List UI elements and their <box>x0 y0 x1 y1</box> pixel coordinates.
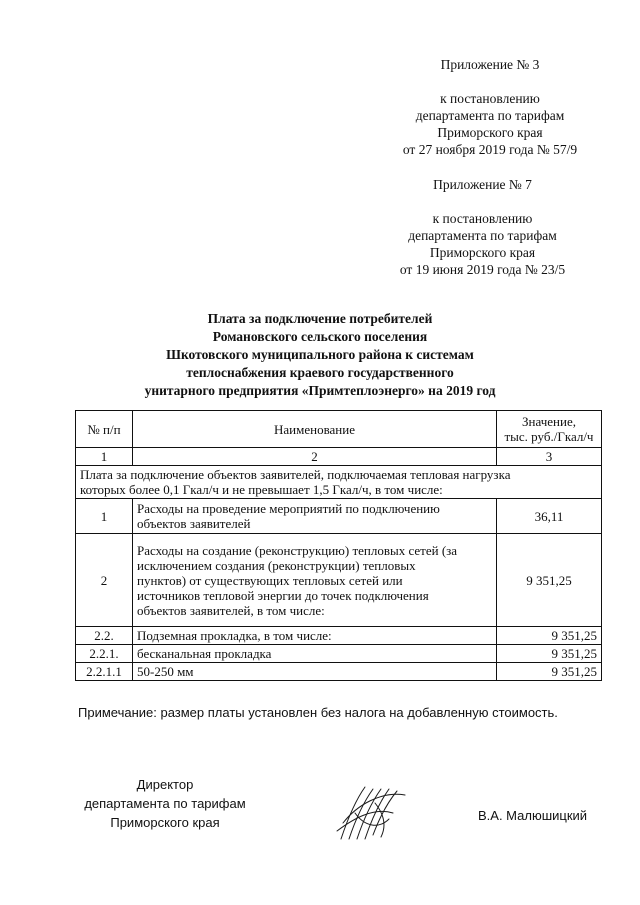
header-value-line: Значение, <box>522 414 576 429</box>
row-num: 2.2. <box>76 627 133 645</box>
row-name <box>133 534 497 627</box>
header-num: № п/п <box>76 411 133 448</box>
document-title <box>80 310 560 400</box>
handwritten-signature-icon <box>335 783 410 843</box>
table-row <box>76 627 602 645</box>
signatory-position <box>70 775 260 832</box>
appendix-line: от 19 июня 2019 года № 23/5 <box>399 262 566 277</box>
appendix-title: Приложение № 7 <box>433 177 532 192</box>
signatory-position-line: Директор <box>136 777 194 792</box>
appendix-line: к постановлению <box>440 91 540 106</box>
row-num: 1 <box>76 499 133 534</box>
table-row <box>76 534 602 627</box>
column-number: 3 <box>497 448 602 466</box>
row-value: 9 351,25 <box>497 534 602 627</box>
row-name-line: исключением создания (реконструкции) тепловых <box>137 557 416 573</box>
row-name-line: Расходы на проведение мероприятий по подключению <box>137 501 440 516</box>
row-name <box>133 499 497 534</box>
appendix-line: Приморского края <box>429 245 536 260</box>
row-num: 2.2.1.1 <box>76 663 133 681</box>
section-row <box>76 466 602 499</box>
row-value: 9 351,25 <box>497 663 602 681</box>
appendix-line: департамента по тарифам <box>415 108 565 123</box>
section-text <box>76 466 602 499</box>
row-name: 50-250 мм <box>133 663 497 681</box>
row-name-line: пунктов) от существующих тепловых сетей или <box>137 572 403 588</box>
row-num: 2 <box>76 534 133 627</box>
header-value-line: тыс. руб./Гкал/ч <box>504 429 594 444</box>
row-name-line: объектов заявителей <box>137 516 251 531</box>
header-name: Наименование <box>133 411 497 448</box>
footnote: Примечание: размер платы установлен без налога на добавленную стоимость. <box>78 705 558 720</box>
row-num: 2.2.1. <box>76 645 133 663</box>
title-line: теплоснабжения краевого государственного <box>186 365 454 380</box>
signatory-position-line: Приморского края <box>110 815 220 830</box>
title-line: унитарного предприятия «Примтеплоэнерго» на 2019 год <box>144 383 496 398</box>
title-line: Плата за подключение потребителей <box>207 311 433 326</box>
signatory-position-line: департамента по тарифам <box>84 796 246 811</box>
title-line: Шкотовского муниципального района к системам <box>166 347 474 362</box>
header-value <box>497 411 602 448</box>
signatory-name: В.А. Малюшицкий <box>478 808 588 823</box>
row-name-line: источников тепловой энергии до точек подключения <box>137 587 429 603</box>
title-line: Романовского сельского поселения <box>212 329 428 344</box>
row-name: бесканальная прокладка <box>133 645 497 663</box>
row-name: Подземная прокладка, в том числе: <box>133 627 497 645</box>
row-name-line: Расходы на создание (реконструкцию) тепловых сетей (за <box>137 542 458 558</box>
appendix-reference <box>365 210 600 278</box>
table-header-row <box>76 411 602 448</box>
column-number: 2 <box>133 448 497 466</box>
column-number: 1 <box>76 448 133 466</box>
appendix-reference <box>380 90 600 158</box>
table-row <box>76 663 602 681</box>
appendix-line: департамента по тарифам <box>408 228 557 243</box>
appendix-3-header <box>380 56 600 158</box>
appendix-7-header <box>365 176 600 278</box>
row-value: 9 351,25 <box>497 627 602 645</box>
table-row <box>76 645 602 663</box>
section-line: которых более 0,1 Гкал/ч и не превышает 1,5 Гкал/ч, в том числе: <box>80 482 443 497</box>
section-line: Плата за подключение объектов заявителей, подключаемая тепловая нагрузка <box>80 467 511 482</box>
row-value: 9 351,25 <box>497 645 602 663</box>
appendix-title: Приложение № 3 <box>440 57 540 72</box>
appendix-line: от 27 ноября 2019 года № 57/9 <box>402 142 578 157</box>
appendix-line: к постановлению <box>432 211 533 226</box>
column-number-row <box>76 448 602 466</box>
row-value: 36,11 <box>497 499 602 534</box>
appendix-line: Приморского края <box>437 125 543 140</box>
table-row <box>76 499 602 534</box>
tariff-table <box>75 410 602 681</box>
row-name-line: объектов заявителей, в том числе: <box>137 602 325 618</box>
